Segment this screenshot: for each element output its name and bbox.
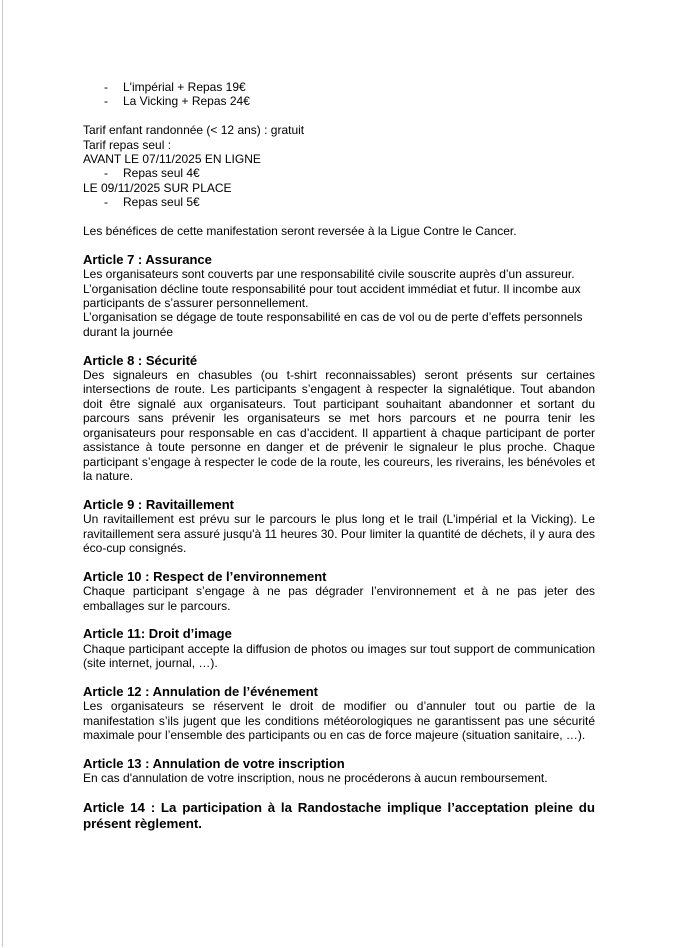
article-8 (83, 354, 595, 484)
article-9 (83, 498, 595, 556)
dash-bullet-icon: - (104, 195, 108, 210)
list-item-text: Repas seul 4€ (123, 166, 200, 181)
article-title: Article 8 : Sécurité (83, 352, 198, 368)
article-paragraph: Les organisateurs sont couverts par une responsabilité civile souscrite auprès d’un assureur. L’organisation décline toute responsabilité pour tout accident immédiat et futur. Il incombe aux participants de s’assurer personnellement. (83, 267, 581, 311)
online-label: AVANT LE 07/11/2025 EN LIGNE (83, 152, 261, 167)
article-13 (83, 757, 595, 786)
charity-note: Les bénéfices de cette manifestation seront reversée à la Ligue Contre le Cancer. (83, 224, 517, 239)
article-paragraph: L’organisation se dégage de toute responsabilité en cas de vol ou de perte d’effets personnels durant la journée (83, 310, 583, 339)
list-item-text: Repas seul 5€ (123, 195, 200, 210)
article-paragraph: Un ravitaillement est prévu sur le parcours le plus long et le trail (L'impérial et la Vicking). Le ravitaillement sera assuré jusqu'à 11 heures 30. Pour limiter la quantité de déchets, il y aura des éco-cup consignés. (83, 512, 595, 555)
article-title: Article 11: Droit d’image (83, 626, 232, 642)
article-14 (83, 800, 595, 831)
child-rate: Tarif enfant randonnée (< 12 ans) : gratuit (83, 123, 305, 138)
article-title: Article 14 : La participation à la Randostache implique l’acceptation pleine du présent règlement. (83, 800, 595, 831)
dash-bullet-icon: - (104, 166, 108, 181)
article-7 (83, 253, 595, 339)
list-item-text: L'impérial + Repas 19€ (123, 80, 246, 94)
article-title: Article 12 : Annulation de l’événement (83, 683, 319, 699)
article-title: Article 10 : Respect de l’environnement (83, 568, 327, 584)
dash-bullet-icon: - (104, 80, 108, 94)
article-paragraph: Chaque participant accepte la diffusion de photos ou images sur tout support de communication (site internet, journal, …). (83, 641, 595, 671)
article-paragraph: Chaque participant s’engage à ne pas dégrader l’environnement et à ne pas jeter des emballages sur le parcours. (83, 584, 595, 613)
article-title: Article 9 : Ravitaillement (83, 496, 234, 512)
article-paragraph: En cas d'annulation de votre inscription, nous ne procéderons à aucun remboursement. (83, 771, 548, 786)
list-item-text: La Vicking + Repas 24€ (123, 94, 250, 109)
article-paragraph: Les organisateurs se réservent le droit de modifier ou d’annuler tout ou partie de la manifestation s’ils jugent que les conditions météorologiques ne garantissent pas une sécurité maximale pour l’ensemble des participants ou en cas de force majeure (situation sanitaire, …). (83, 699, 595, 743)
list-item (83, 94, 595, 108)
list-item (83, 80, 595, 94)
article-paragraph: Des signaleurs en chasubles (ou t-shirt reconnaissables) seront présents sur certaines intersections de route. Les participants s’engagent à respecter la signalétique. Tout abandon doit être signalé aux organisateurs. Tout participant souhaitant abandonner et sortant du parcours sans prévenir les organisateurs se met hors parcours et ne pourra tenir les organisateurs pour responsable en cas d’accident. Il appartient à chaque participant de porter assistance à toute personne en danger et de prévenir le signaleur le plus proche. Chaque participant s’engage à respecter le code de la route, les coureurs, les riverains, les bénévoles et la nature. (83, 368, 595, 483)
onsite-label: LE 09/11/2025 SUR PLACE (83, 180, 232, 195)
dash-bullet-icon: - (104, 94, 108, 109)
document-page (83, 80, 595, 831)
article-title: Article 13 : Annulation de votre inscription (83, 755, 345, 771)
article-12 (83, 685, 595, 743)
article-10 (83, 570, 595, 613)
page-left-edge (2, 0, 3, 947)
article-11 (83, 627, 595, 670)
meal-only-label: Tarif repas seul : (83, 137, 172, 152)
list-item (83, 166, 595, 180)
list-item (83, 195, 595, 209)
article-title: Article 7 : Assurance (83, 251, 212, 267)
